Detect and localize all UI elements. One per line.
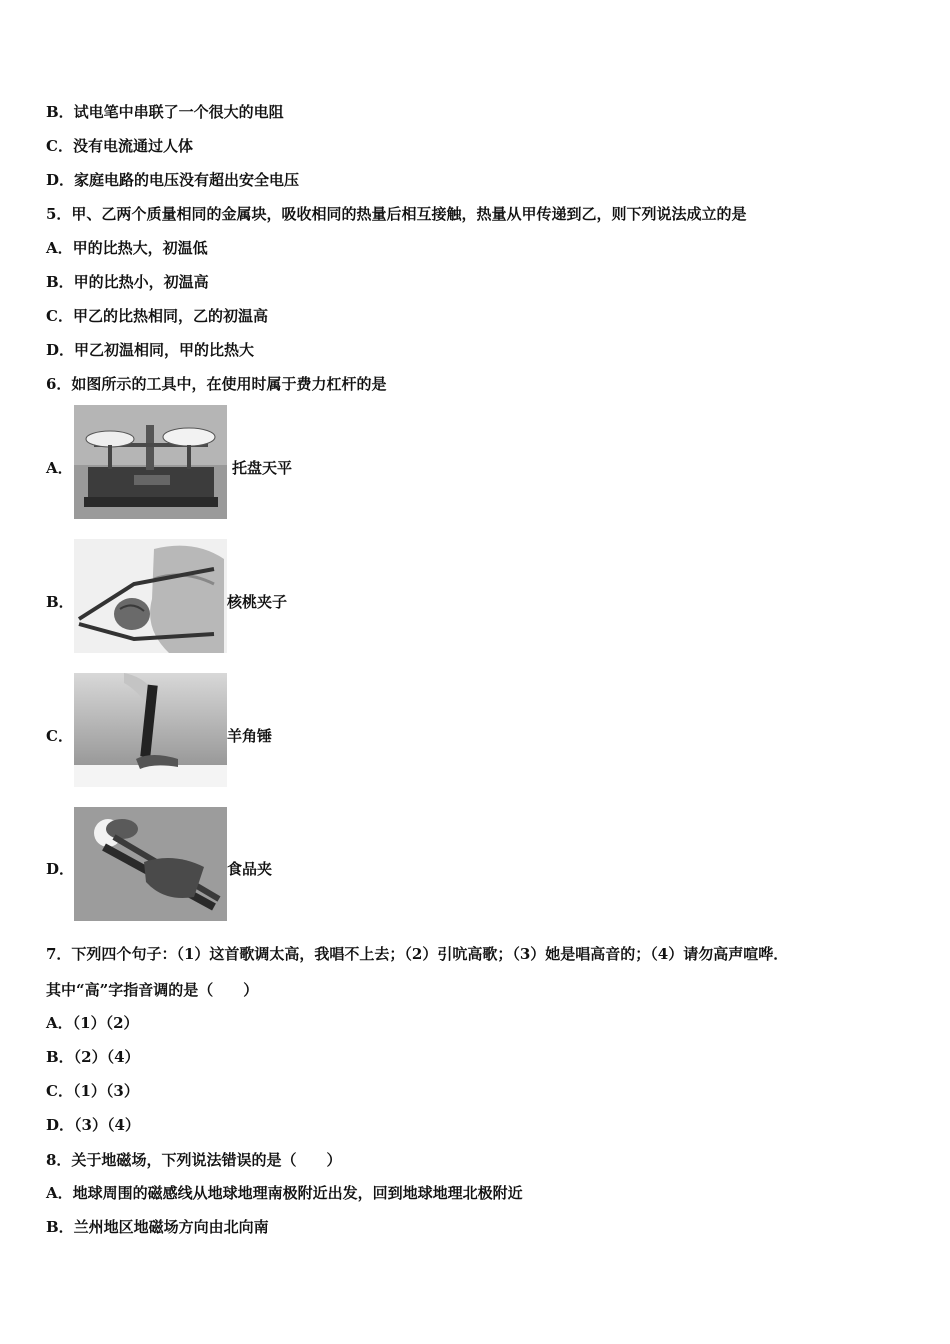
q7-option-b: B．（2）（4） [46,1048,140,1066]
q8-stem: 8．关于地磁场，下列说法错误的是（ ） [46,1151,342,1169]
q4-option-c: C．没有电流通过人体 [46,137,193,155]
q4-option-d: D．家庭电路的电压没有超出安全电压 [46,171,300,189]
q6-option-c-caption: 羊角锤 [227,727,273,745]
q6-stem: 6．如图所示的工具中，在使用时属于费力杠杆的是 [46,375,387,393]
q6-option-d-caption: 食品夹 [227,860,273,878]
claw-hammer-image [74,673,227,787]
q7-option-d: D．（3）（4） [46,1116,140,1134]
q8-option-b: B．兰州地区地磁场方向由北向南 [46,1218,269,1236]
q6-option-a-label: A． [46,459,73,477]
q5-option-c: C．甲乙的比热相同，乙的初温高 [46,307,268,325]
q6-option-c-label: C． [46,727,73,745]
q5-option-d: D．甲乙初温相同，甲的比热大 [46,341,255,359]
balance-scale-image [74,405,227,519]
nutcracker-image [74,539,227,653]
q8-option-a: A．地球周围的磁感线从地球地理南极附近出发，回到地球地理北极附近 [46,1184,523,1202]
q7-stem-line1: 7．下列四个句子：（1）这首歌调太高，我唱不上去；（2）引吭高歌；（3）她是唱高音的；（4）请勿高声喧哗． [46,945,789,963]
q5-option-b: B．甲的比热小，初温高 [46,273,209,291]
food-tongs-image [74,807,227,921]
q6-option-b-label: B． [46,593,74,611]
q5-option-a: A．甲的比热大，初温低 [46,239,208,257]
q7-option-c: C．（1）（3） [46,1082,139,1100]
q7-option-a: A．（1）（2） [46,1014,139,1032]
q6-option-a-caption: 托盘天平 [232,459,293,477]
q6-option-d-label: D． [46,860,75,878]
q7-stem-line2: 其中“高”字指音调的是（ ） [46,981,259,999]
q6-option-b-caption: 核桃夹子 [227,593,288,611]
q5-stem: 5．甲、乙两个质量相同的金属块，吸收相同的热量后相互接触，热量从甲传递到乙，则下列说法成立的是 [46,205,747,223]
q4-option-b: B．试电笔中串联了一个很大的电阻 [46,103,284,121]
